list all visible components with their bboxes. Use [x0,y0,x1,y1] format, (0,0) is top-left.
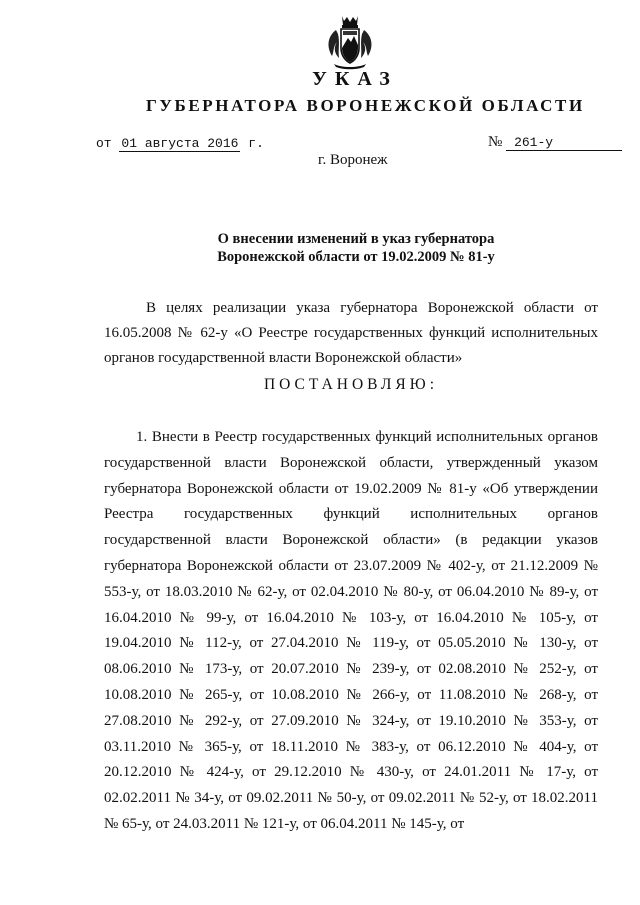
decree-date [96,136,264,151]
document-subtitle: ГУБЕРНАТОРА ВОРОНЕЖСКОЙ ОБЛАСТИ [146,96,585,115]
item-1-paragraph: 1. Внести в Реестр государственных функций исполнительных органов государственной власти Воронежской области, утвержденный указом губернатора Воронежской области от 19.02.2009 № 81-у «Об утверждении Реестра государственных функций исполнительных органов государственной власти Воронежской области» (в редакции указов губернатора Воронежской области от 23.07.2009 № 402-у, от 21.12.2009 № 553-у, от 18.03.2010 № 62-у, от 02.04.2010 № 80-у, от 06.04.2010 № 89-у, от 16.04.2010 № 99-у, от 16.04.2010 № 103-у, от 16.04.2010 № 105-у, от 19.04.2010 № 112-у, от 27.04.2010 № 119-у, от 05.05.2010 № 130-у, от 08.06.2010 № 173-у, от 20.07.2010 № 239-у, от 02.08.2010 № 252-у, от 10.08.2010 № 265-у, от 10.08.2010 № 266-у, от 11.08.2010 № 268-у, от 27.08.2010 № 292-у, от 27.09.2010 № 324-у, от 19.10.2010 № 353-у, от 03.11.2010 № 365-у, от 18.11.2010 № 383-у, от 06.12.2010 № 404-у, от 20.12.2010 № 424-у, от 29.12.2010 № 430-у, от 24.01.2011 № 17-у, от 02.02.2011 № 34-у, от 09.02.2011 № 50-у, от 09.02.2011 № 52-у, от 18.02.2011 № 65-у, от 24.03.2011 № 121-у, от 06.04.2011 № 145-у, от [104,429,598,832]
decree-number [488,134,622,151]
subject-line-1: О внесении изменений в указ губернатора [217,231,495,247]
date-value: 01 августа 2016 [121,136,239,151]
decree-city: г. Воронеж [318,152,388,168]
resolve-heading: ПОСТАНОВЛЯЮ: [263,376,439,393]
number-label: № [488,134,503,150]
document-title: УКАЗ [312,68,398,90]
coat-of-arms-icon [320,12,380,70]
subject-line-2: Воронежской области от 19.02.2009 № 81-у [217,249,495,265]
date-prefix: от [96,136,112,151]
decree-subject [186,230,526,266]
preamble-paragraph: В целях реализации указа губернатора Воронежской области от 16.05.2008 № 62-у «О Реестре государственных функций исполнительных органов государственной власти Воронежской области» [104,300,598,366]
date-suffix: г. [248,136,264,151]
number-value: 261-у [506,135,622,151]
